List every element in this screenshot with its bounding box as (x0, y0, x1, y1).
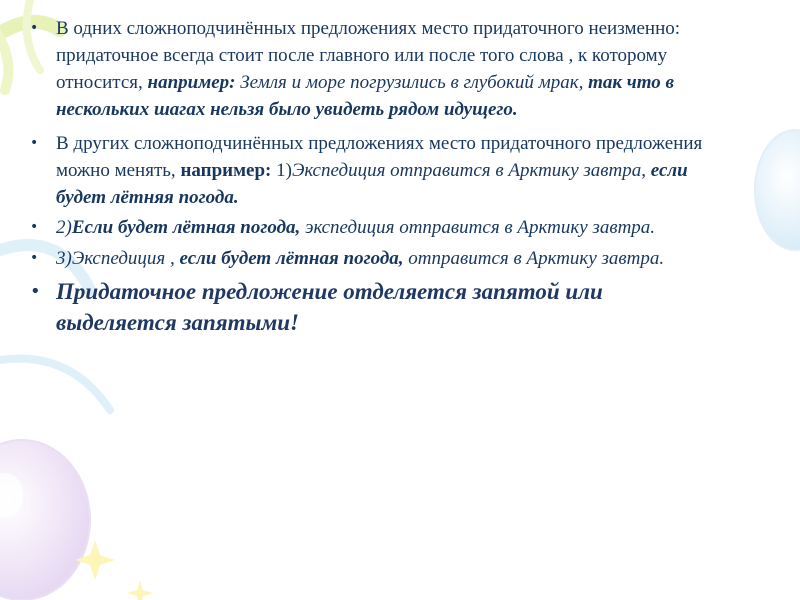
paragraph-3 (22, 214, 722, 241)
emphasis-text: Если будет лётная погода, (71, 217, 301, 238)
emphasis-text: так что в нескольких шагах нельзя было увидеть рядом идущего. (56, 72, 675, 120)
emphasis-text: если будет лётная погода, (179, 248, 404, 269)
paragraph-1 (22, 15, 722, 123)
bullet: • (30, 20, 39, 36)
bullet: • (30, 281, 41, 302)
bullet: • (30, 219, 39, 235)
example-text: Земля и море погрузились в глубокий мрак, (235, 72, 589, 93)
balloon-decoration (755, 130, 800, 250)
text-segment: В одних сложноподчинённых предложениях место придаточного неизменно: придаточное всегда стоит после главного или после того слова , к которому относится, (56, 18, 681, 93)
text-segment: В других сложноподчинённых предложениях место придаточного предложения можно менять, (56, 133, 703, 181)
text-segment: 1) (271, 160, 292, 181)
slide-content (22, 8, 722, 338)
emphasis-text: например: (180, 160, 272, 181)
text-segment: 2) (56, 217, 72, 238)
paragraph-2 (22, 130, 722, 211)
emphasis-text: если будет лётняя погода. (56, 160, 688, 208)
text-segment: 3)Экспедиция , (56, 248, 180, 269)
bullet: • (30, 135, 39, 151)
emphasis-text: например: (147, 72, 236, 93)
example-text: Экспедиция отправится в Арктику завтра, (291, 160, 651, 181)
conclusion-text: Придаточное предложение отделяется запятой или выделяется запятыми! (56, 279, 603, 335)
paragraph-5-conclusion (22, 276, 722, 338)
example-text: экспедиция отправится в Арктику завтра. (300, 217, 656, 238)
balloon-decoration-bottom-left (0, 440, 90, 600)
paragraph-4 (22, 245, 722, 272)
sparkle-decoration (75, 540, 153, 600)
example-text: отправится в Арктику завтра. (403, 248, 665, 269)
bullet: • (30, 250, 39, 266)
